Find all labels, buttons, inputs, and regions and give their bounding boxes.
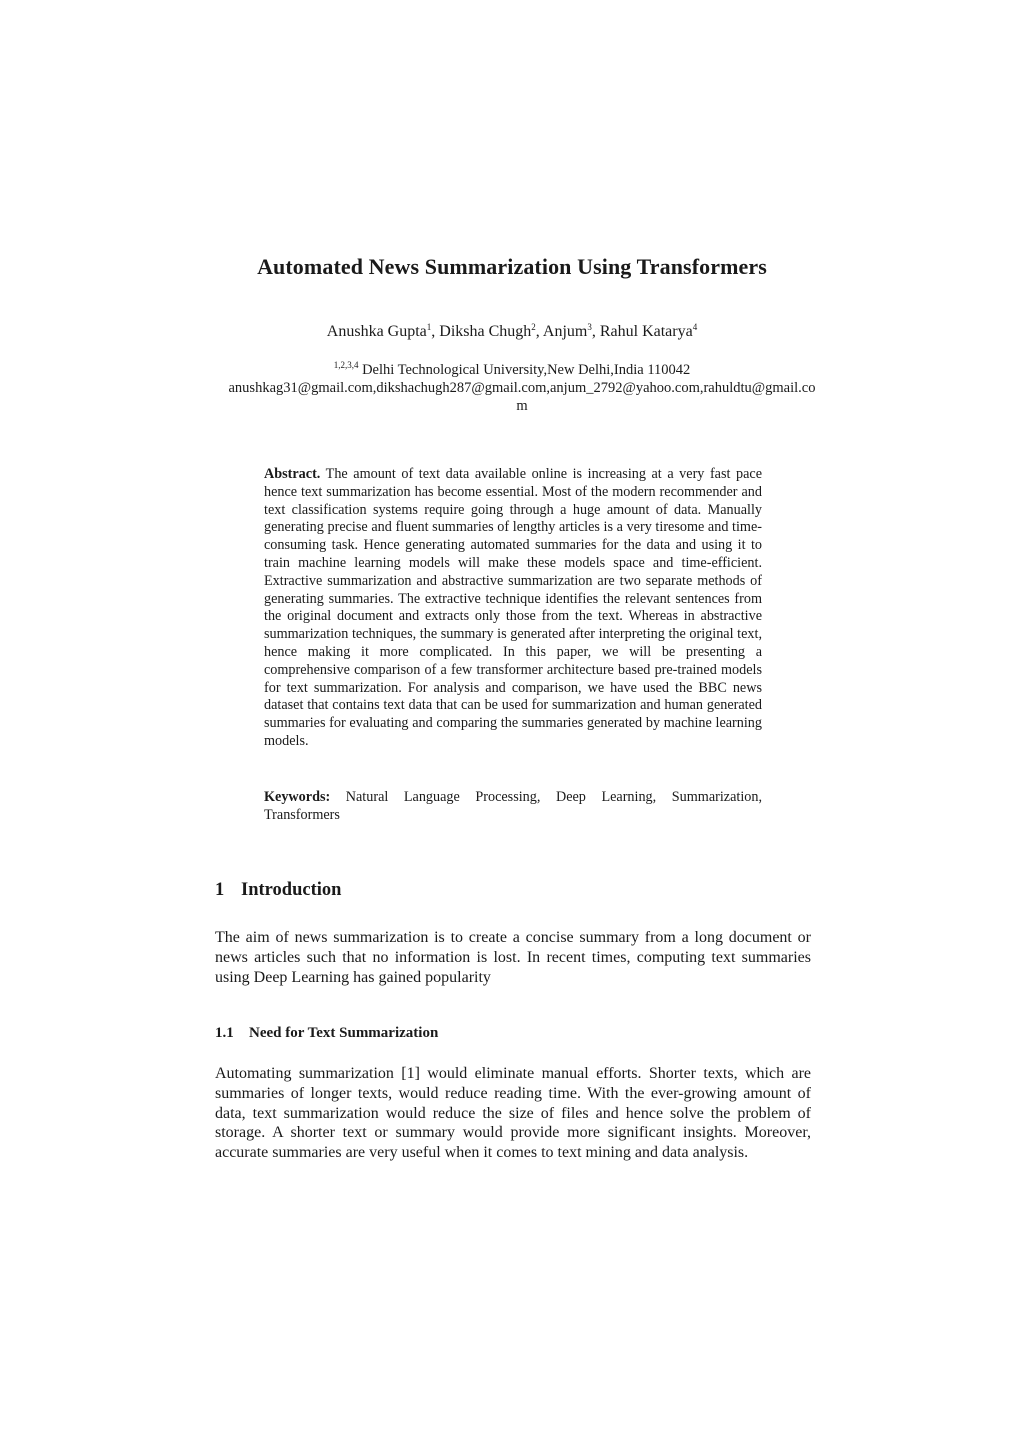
subsection-heading [215, 1025, 438, 1042]
intro-paragraph: The aim of news summarization is to create a concise summary from a long document or news articles such that no information is lost. In recent times, computing text summaries using Deep Learning has gained popularity [215, 929, 811, 986]
affiliation [0, 361, 1024, 379]
affiliation-superscript: 1,2,3,4 [333, 360, 359, 370]
author: Rahul Katarya$^4$ [599, 322, 698, 340]
paper-title: Automated News Summarization Using Transformers [257, 254, 767, 279]
keywords-text: Natural Language Processing, Deep Learning, Summarization, Transformers [264, 789, 762, 823]
section-heading [215, 880, 341, 901]
keywords [264, 789, 762, 825]
need-paragraph: Automating summarization [1] would eliminate manual efforts. Shorter texts, which are summaries of longer texts, would reduce reading time. With the ever-growing amount of data, text summarization would reduce the size of files and hence solve the problem of storage. A shorter text or summary would provide more significant insights. Moreover, accurate summaries are very useful when it comes to text mining and data analysis. [215, 1065, 811, 1162]
author-emails: anushkag31@gmail.com,dikshachugh287@gmail.com,anjum_2792@yahoo.com,rahuldtu@gmail.com [228, 380, 816, 414]
author: Diksha Chugh$^2$, [439, 322, 543, 340]
abstract-text: The amount of text data available online is increasing at a very fast pace hence text summarization has become essential. Most of the modern recommender and text classification systems require going through a huge amount of data. Manually generating precise and fluent summaries of lengthy articles is a very tiresome and time-consuming task. Hence generating automated summaries for the data and using it to train machine learning models will make these models space and time-efficient. Extractive summarization and abstractive summarization are two separate methods of generating summaries. The extractive technique identifies the relevant sentences from the original document and extracts only those from the text. Whereas in abstractive summarization techniques, the summary is generated after interpreting the original text, hence making it more complicated. In this paper, we will be presenting a comprehensive comparison of a few transformer architecture based pre-trained models for text summarization. For analysis and comparison, we have used the BBC news dataset that contains text data that can be used for summarization and human generated summaries for evaluating and comparing the summaries generated by machine learning models. [264, 466, 762, 749]
subsection-number: 1.1 [215, 1025, 234, 1041]
section-number: 1 [215, 880, 225, 900]
affiliation-text: Delhi Technological University,New Delhi,India 110042 [358, 362, 691, 378]
abstract-label: Abstract. [264, 466, 321, 482]
keywords-label: Keywords: [264, 789, 331, 805]
section-title: Introduction [241, 880, 342, 900]
subsection-title: Need for Text Summarization [249, 1025, 439, 1041]
author-list [0, 323, 1024, 341]
author: Anushka Gupta$^1$, [326, 322, 440, 340]
author: Anjum$^3$, [542, 322, 600, 340]
abstract [264, 466, 762, 751]
